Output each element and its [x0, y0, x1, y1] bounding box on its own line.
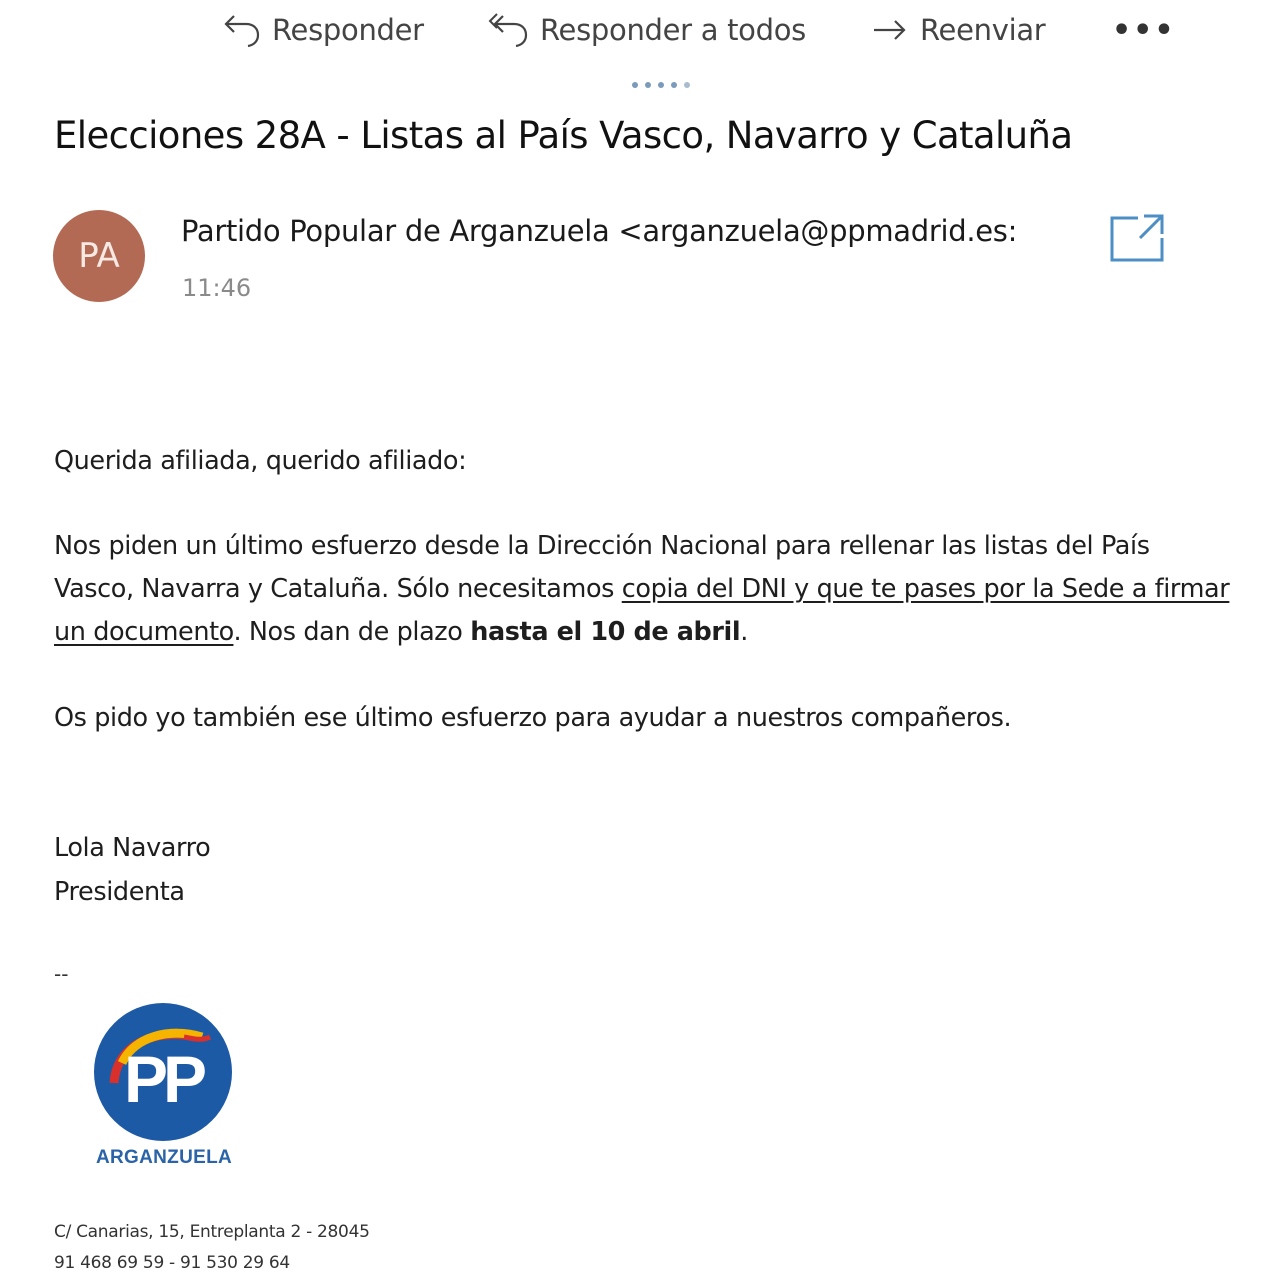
more-actions-button[interactable]	[1112, 8, 1176, 52]
open-in-new-window-button[interactable]	[1108, 212, 1166, 268]
sender-avatar[interactable]	[53, 210, 145, 302]
signature-name: Lola Navarro	[54, 833, 211, 863]
para1-end: .	[740, 617, 748, 647]
reply-all-button[interactable]	[486, 8, 806, 52]
message-time: 11:46	[182, 274, 252, 302]
para1-underlined-text: copia del DNI y que te pases por la Sede a firmar un documento	[54, 574, 1230, 647]
body-paragraph-1	[54, 525, 1234, 654]
reply-button[interactable]	[222, 8, 424, 52]
ellipsis-icon: •••	[1112, 12, 1176, 48]
footer-phones: 91 468 69 59 - 91 530 29 64	[54, 1253, 290, 1273]
pp-arganzuela-logo	[86, 1003, 242, 1173]
body-paragraph-2: Os pido yo también ese último esfuerzo para ayudar a nuestros compañeros.	[54, 703, 1012, 733]
forward-label: Reenviar	[920, 13, 1046, 47]
reply-label: Responder	[272, 13, 424, 47]
loading-dot	[632, 82, 638, 88]
para1-text: Nos piden un último esfuerzo desde la Dirección Nacional para rellenar las listas del País Vasco, Navarra y Cataluña. Sólo necesitamos	[54, 531, 1150, 604]
avatar-initials: PA	[78, 236, 120, 276]
logo-mark: PP	[123, 1042, 203, 1116]
loading-indicator	[632, 82, 690, 88]
message-toolbar	[0, 0, 1280, 62]
para1-text-2: . Nos dan de plazo	[233, 617, 471, 647]
message-subject: Elecciones 28A - Listas al País Vasco, Navarro y Cataluña	[54, 114, 1073, 157]
signature-title: Presidenta	[54, 877, 185, 907]
logo-label: ARGANZUELA	[96, 1147, 232, 1168]
loading-dot	[671, 82, 677, 88]
reply-arrow-icon	[222, 10, 262, 50]
sender-name[interactable]: Partido Popular de Arganzuela <arganzuela@ppmadrid.es:	[181, 214, 1018, 248]
forward-button[interactable]	[870, 8, 1045, 52]
forward-arrow-icon	[870, 10, 910, 50]
open-in-new-window-icon	[1108, 212, 1166, 264]
footer-address: C/ Canarias, 15, Entreplanta 2 - 28045	[54, 1222, 370, 1242]
loading-dot	[684, 82, 690, 88]
logo-circle	[94, 1003, 232, 1141]
reply-all-label: Responder a todos	[540, 13, 806, 47]
loading-dot	[658, 82, 664, 88]
deadline-text: hasta el 10 de abril	[470, 617, 741, 647]
signature-separator: --	[54, 962, 69, 986]
loading-dot	[645, 82, 651, 88]
signature	[54, 826, 210, 914]
reply-all-arrow-icon	[486, 10, 530, 50]
greeting: Querida afiliada, querido afiliado:	[54, 446, 467, 476]
